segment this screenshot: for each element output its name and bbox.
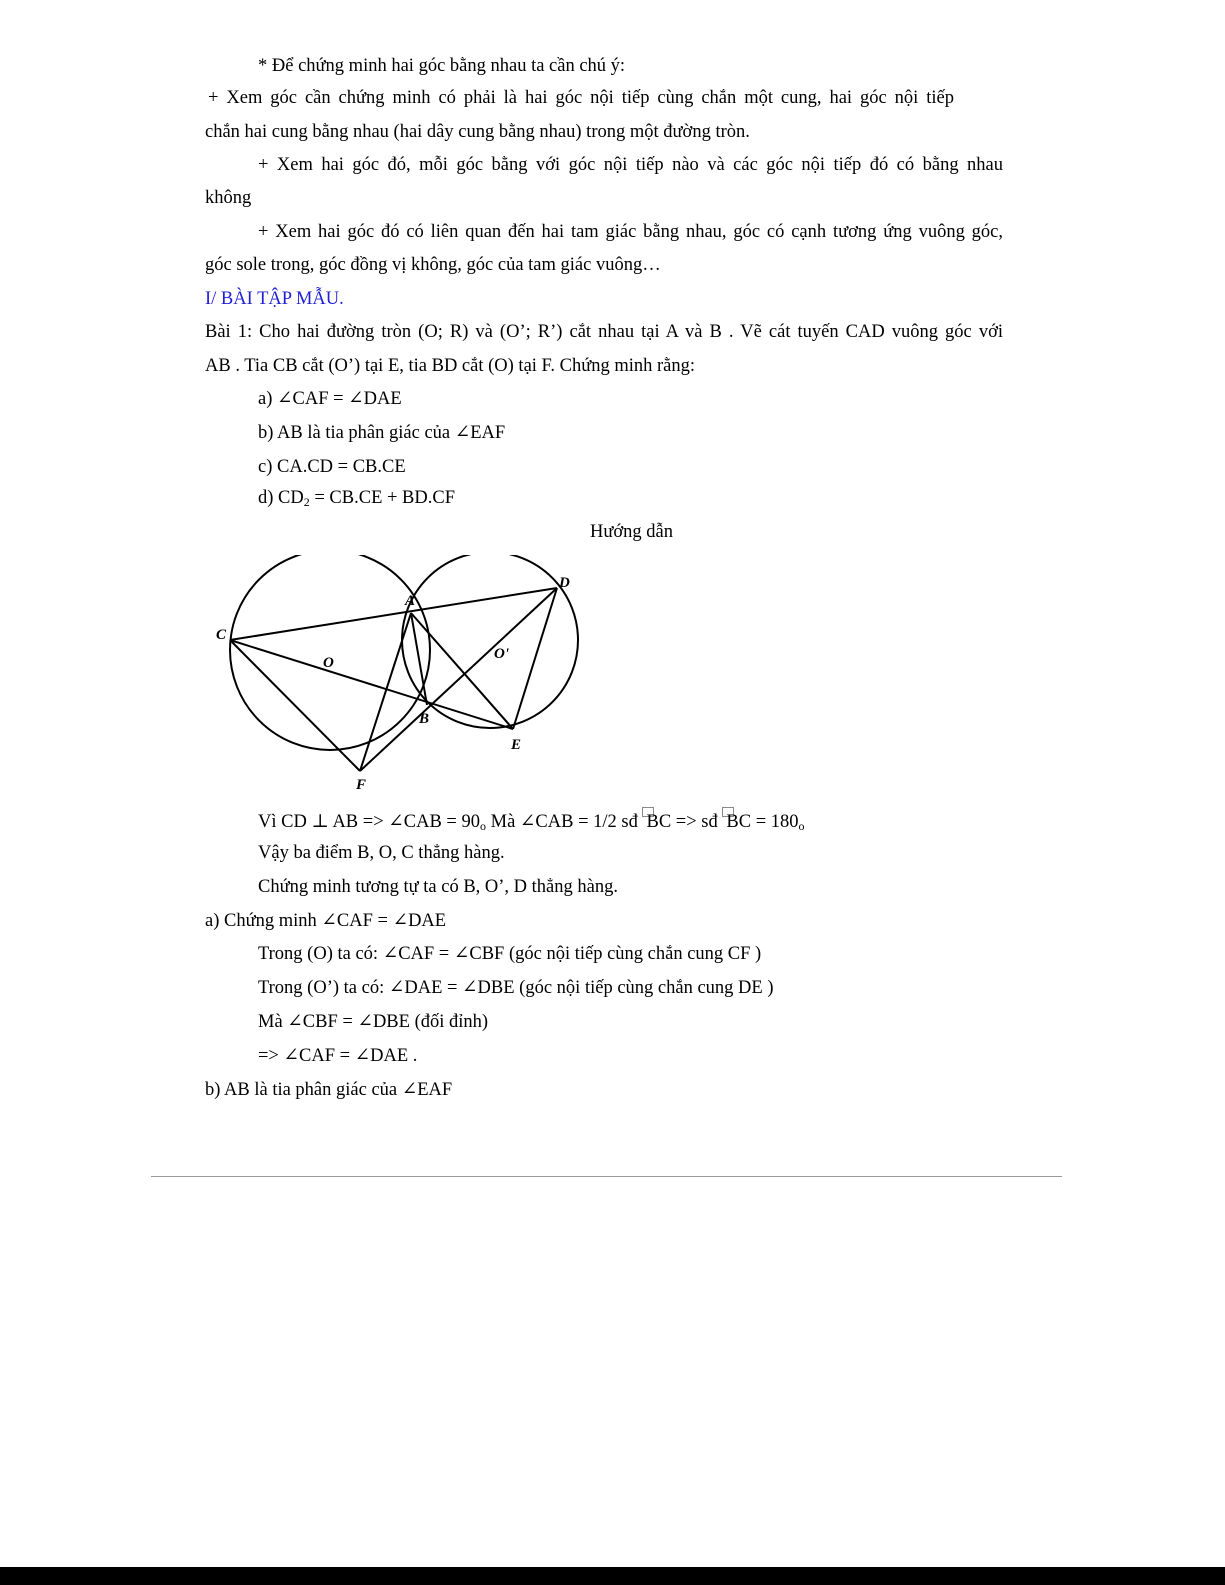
note-paragraph-2-line-1: + Xem hai góc đó, mỗi góc bằng với góc nội tiếp nào và các góc nội tiếp đó có bằng nhau [258, 155, 1003, 175]
solution-line-3: Chứng minh tương tự ta có B, O’, D thẳng hàng. [258, 877, 618, 897]
bottom-edge-bar [0, 1567, 1225, 1585]
solution-line-8: => ∠CAF = ∠DAE . [258, 1046, 418, 1066]
label-o: O [323, 655, 334, 671]
label-e: E [511, 737, 522, 753]
problem-part-a: a) ∠CAF = ∠DAE [258, 389, 402, 409]
section-title: I/ BÀI TẬP MẪU. [205, 289, 344, 309]
solution-part-a-heading: a) Chứng minh ∠CAF = ∠DAE [205, 911, 447, 931]
solution-line-1-part-4: = 180 [751, 812, 799, 832]
label-b: B [419, 711, 430, 727]
geometry-figure [205, 555, 595, 800]
note-paragraph-3-line-1: + Xem hai góc đó có liên quan đến hai tam giác bằng nhau, góc có cạnh tương ứng vuông góc, [258, 222, 1003, 242]
solution-line-7: Mà ∠CBF = ∠DBE (đối đỉnh) [258, 1012, 489, 1032]
solution-part-b-heading: b) AB là tia phân giác của ∠EAF [205, 1080, 453, 1100]
problem-part-b: b) AB là tia phân giác của ∠EAF [258, 423, 506, 443]
problem-part-c: c) CA.CD = CB.CE [258, 457, 406, 477]
problem-part-d [258, 486, 455, 514]
arc-bc-1: BC [646, 812, 672, 832]
label-f: F [356, 777, 367, 793]
degree-sign-1: o [480, 819, 486, 833]
label-o-prime: O' [494, 646, 509, 662]
label-a: A [405, 593, 416, 609]
notes-heading: * Để chứng minh hai góc bằng nhau ta cần chú ý: [258, 56, 626, 76]
circle-o [230, 555, 430, 750]
note-paragraph-2-line-2: không [205, 188, 252, 208]
solution-line-5: Trong (O) ta có: ∠CAF = ∠CBF (góc nội tiếp cùng chắn cung CF ) [258, 944, 762, 964]
label-c: C [216, 627, 227, 643]
label-d: D [559, 575, 570, 591]
line-ce [230, 640, 513, 729]
guide-title: Hướng dẫn [590, 522, 674, 542]
page-divider [151, 1176, 1062, 1177]
note-paragraph-1-line-1: + Xem góc cần chứng minh có phải là hai góc nội tiếp cùng chắn một cung, hai góc nội tiếp [208, 88, 954, 108]
note-paragraph-1-line-2: chắn hai cung bằng nhau (hai dây cung bằng nhau) trong một đường tròn. [205, 122, 750, 142]
solution-line-2: Vậy ba điểm B, O, C thẳng hàng. [258, 843, 505, 863]
problem-statement-line-1: Bài 1: Cho hai đường tròn (O; R) và (O’; R’) cắt nhau tại A và B . Vẽ cát tuyến CAD vuông góc với [205, 322, 1003, 342]
part-d-suffix: = CB.CE + BD.CF [309, 488, 456, 508]
solution-line-1 [258, 807, 805, 838]
solution-line-1-part-3: => sđ [671, 812, 723, 832]
solution-line-6: Trong (O’) ta có: ∠DAE = ∠DBE (góc nội tiếp cùng chắn cung DE ) [258, 978, 774, 998]
solution-line-1-part-2: Mà ∠CAB = 1/2 sđ [486, 812, 643, 832]
note-paragraph-3-line-2: góc sole trong, góc đồng vị không, góc của tam giác vuông… [205, 255, 661, 275]
degree-sign-2: o [798, 819, 805, 833]
problem-statement-line-2: AB . Tia CB cắt (O’) tại E, tia BD cắt (O) tại F. Chứng minh rằng: [205, 356, 696, 376]
solution-line-1-part-1: Vì CD ⊥ AB => ∠CAB = 90 [258, 812, 480, 832]
part-d-subscript: 2 [303, 495, 310, 509]
arc-bc-2: BC [726, 812, 752, 832]
part-d-prefix: d) CD [258, 488, 304, 508]
